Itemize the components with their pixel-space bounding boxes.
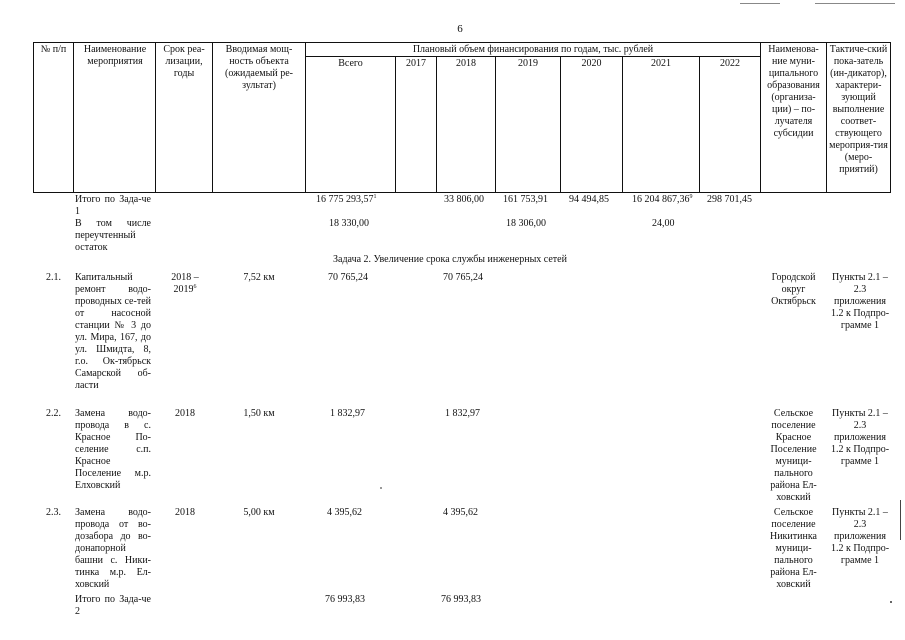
row-2-3-period: 2018 bbox=[175, 507, 195, 518]
header-col-period: Срок реа-лизации, годы bbox=[163, 44, 205, 79]
header-year-2017: 2017 bbox=[406, 58, 426, 69]
task1-total-2020: 94 494,85 bbox=[569, 194, 609, 205]
scan-dot bbox=[380, 487, 382, 489]
task2-total-2018: 76 993,83 bbox=[441, 594, 481, 605]
task1-total-2022: 298 701,45 bbox=[707, 194, 752, 205]
task1-remainder-label: В том числе переучтенный остаток bbox=[75, 218, 151, 253]
row-2-3-indicator: Пункты 2.1 – 2.3 приложения 1.2 к Подпро-грамме 1 bbox=[830, 507, 890, 566]
row-2-2-period: 2018 bbox=[175, 408, 195, 419]
scan-mark bbox=[740, 3, 780, 4]
header-col-total: Всего bbox=[338, 58, 363, 69]
row-2-1-2018: 70 765,24 bbox=[443, 272, 483, 283]
row-2-1-indicator: Пункты 2.1 – 2.3 приложения 1.2 к Подпро-грамме 1 bbox=[830, 272, 890, 331]
row-2-3-recipient: Сельское поселение Никитинка муници-пального района Ел-ховский bbox=[769, 507, 817, 590]
row-2-3-total: 4 395,62 bbox=[327, 507, 362, 518]
task1-remainder-total: 18 330,00 bbox=[329, 218, 369, 229]
task1-remainder-2019: 18 306,00 bbox=[506, 218, 546, 229]
row-2-2-name: Замена водо-провода в с. Красное По-селение с.п. Красное Поселение м.р. Елховский bbox=[75, 408, 151, 491]
row-2-2-indicator: Пункты 2.1 – 2.3 приложения 1.2 к Подпро-грамме 1 bbox=[830, 408, 890, 467]
task1-total-label: Итого по Зада-че 1 bbox=[75, 194, 151, 217]
row-2-1-name: Капитальный ремонт водо-проводных се-тей от насосной станции № 3 до ул. Мира, 167, до ул. Шмидта, 8, г.о. Ок-тябрьск Самарской об-ласти bbox=[75, 272, 151, 391]
header-year-2019: 2019 bbox=[518, 58, 538, 69]
task2-title: Задача 2. Увеличение срока службы инженерных сетей bbox=[333, 254, 567, 265]
scan-dot bbox=[890, 601, 892, 603]
task1-total-2021: 16 204 867,36$^9$ bbox=[632, 194, 693, 205]
row-2-1-period: 2018 – 2019$^6$ bbox=[171, 272, 199, 295]
header-year-2022: 2022 bbox=[720, 58, 740, 69]
task2-total-label: Итого по Зада-че 2 bbox=[75, 594, 151, 617]
row-2-2-total: 1 832,97 bbox=[330, 408, 365, 419]
row-2-2-capacity: 1,50 км bbox=[243, 408, 275, 419]
row-2-3-2018: 4 395,62 bbox=[443, 507, 478, 518]
header-col-num: № п/п bbox=[40, 44, 67, 55]
scan-mark bbox=[815, 3, 895, 4]
page-number: 6 bbox=[457, 23, 463, 35]
row-2-3-num: 2.3. bbox=[46, 507, 61, 518]
row-2-1-recipient: Городской округ Октябрьск bbox=[771, 272, 816, 307]
task2-total-sum: 76 993,83 bbox=[325, 594, 365, 605]
task1-total-sum: 16 775 293,57$^1$ bbox=[316, 194, 377, 205]
row-2-1-num: 2.1. bbox=[46, 272, 61, 283]
row-2-2-num: 2.2. bbox=[46, 408, 61, 419]
header-funding-group: Плановый объем финансирования по годам, тыс. рублей bbox=[412, 44, 654, 55]
task1-remainder-2021: 24,00 bbox=[652, 218, 675, 229]
header-col-indicator: Тактиче-ский пока-затель (ин-дикатор), характери-зующий выполнение соответ-ствующего мероприя-тия (меро-приятий) bbox=[829, 44, 888, 175]
row-2-1-capacity: 7,52 км bbox=[243, 272, 275, 283]
header-col-recipient: Наименова-ние муни-ципального образования (организа-ции) – по-лучателя субсидии bbox=[767, 44, 820, 139]
row-2-1-total: 70 765,24 bbox=[328, 272, 368, 283]
row-2-2-recipient: Сельское поселение Красное Поселение муници-пального района Ел-ховский bbox=[770, 408, 817, 503]
header-year-2018: 2018 bbox=[456, 58, 476, 69]
header-year-2020: 2020 bbox=[581, 58, 602, 69]
header-col-name: Наименование мероприятия bbox=[83, 44, 147, 67]
task1-total-2018: 33 806,00 bbox=[444, 194, 484, 205]
header-year-2021: 2021 bbox=[651, 58, 671, 69]
row-2-3-name: Замена водо-провода от во-дозабора до во-донапорной башни с. Ники-тинка м.р. Ел-ховский bbox=[75, 507, 151, 590]
row-2-3-capacity: 5,00 км bbox=[243, 507, 275, 518]
header-col-capacity: Вводимая мощ-ность объекта (ожидаемый ре-зультат) bbox=[225, 44, 293, 91]
row-2-2-2018: 1 832,97 bbox=[445, 408, 480, 419]
task1-total-2019: 161 753,91 bbox=[503, 194, 548, 205]
